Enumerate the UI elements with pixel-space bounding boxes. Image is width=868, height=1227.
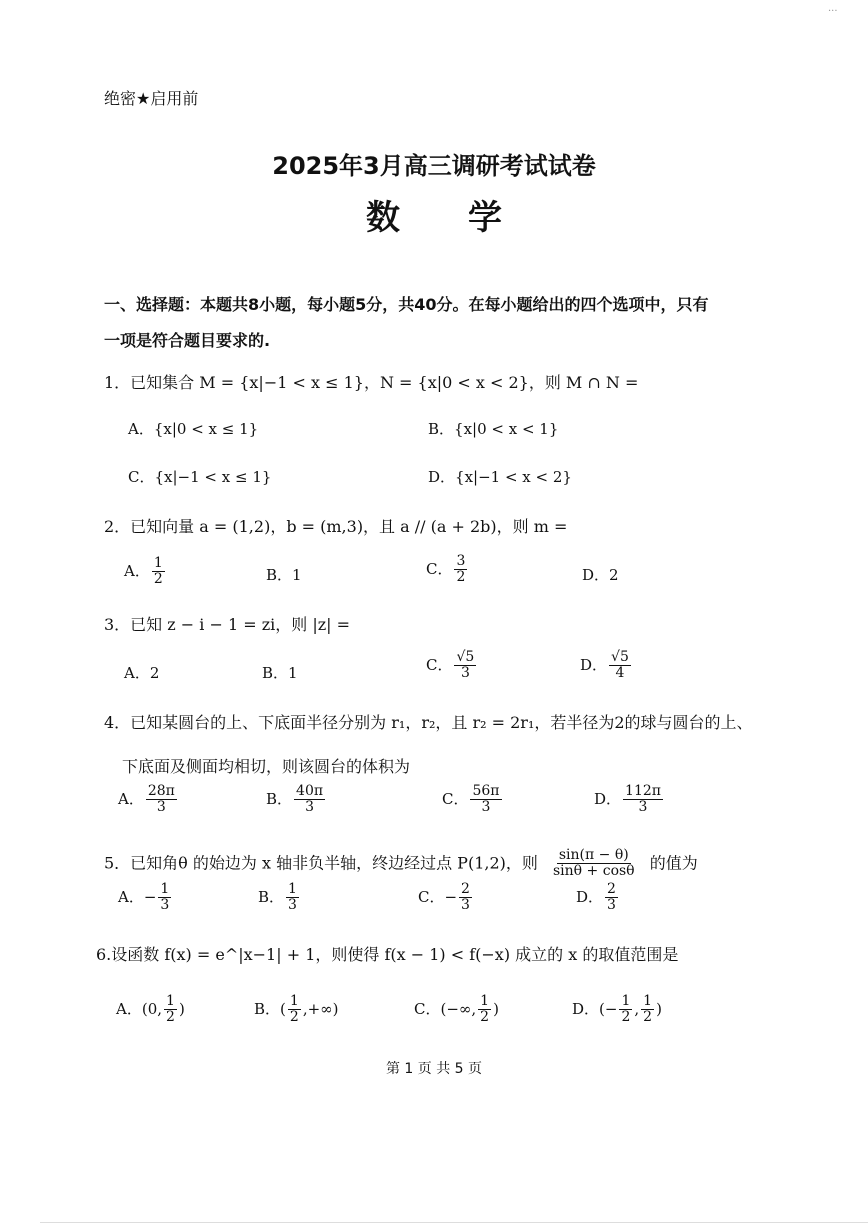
q2-option-d: D．2: [582, 566, 619, 584]
q3-option-a: A．2: [124, 664, 160, 682]
q4-option-b: B． $\frac{40\pi}{3}$: [266, 783, 324, 816]
q2-option-a: A． $\frac{1}{2}$: [124, 555, 163, 588]
question-5-stem: 5．已知角θ 的始边为 x 轴非负半轴，终边经过点 P(1,2)，则 $\frac{\sin(\pi - \theta)}{\sin\theta + \cos\theta}$ 的值为: [104, 847, 698, 880]
exam-title: 2025年3月高三调研考试试卷: [272, 152, 596, 180]
q1-option-b: B．{x|0 < x < 1}: [428, 420, 559, 438]
q3-option-c: C． $\frac{√5}{3}$: [426, 649, 475, 682]
page-footer: 第 1 页 共 5 页: [385, 1061, 483, 1077]
q1-option-c: C．{x|−1 < x ≤ 1}: [128, 468, 272, 486]
question-6-stem: 6.设函数 f(x) = e^|x−1| + 1，则使得 f(x − 1) < f(−x) 成立的 x 的取值范围是: [96, 945, 679, 964]
question-2-stem: 2．已知向量 a = (1,2)，b = (m,3)，且 a // (a + 2b)，则 m =: [104, 517, 568, 536]
q6-option-d: D．(− $\frac{1}{2}$ , $\frac{1}{2}$ ): [572, 993, 662, 1026]
q5-option-a: A．− $\frac{1}{3}$: [118, 881, 170, 914]
q3-option-b: B．1: [262, 664, 298, 682]
section-heading-line1: 一、选择题：本题共8小题，每小题5分，共40分。在每小题给出的四个选项中，只有: [104, 295, 709, 314]
q4-option-c: C． $\frac{56\pi}{3}$: [442, 783, 500, 816]
q2-option-c: C． $\frac{3}{2}$: [426, 553, 466, 586]
q4-option-d: D． $\frac{112\pi}{3}$: [594, 783, 661, 816]
subject-title: 数 学: [366, 198, 502, 238]
question-1-stem: 1．已知集合 M = {x|−1 < x ≤ 1}，N = {x|0 < x < 2}，则 M ∩ N =: [104, 373, 639, 392]
q5-option-b: B． $\frac{1}{3}$: [258, 881, 297, 914]
corner-mark: ···: [828, 6, 838, 17]
confidential-label: 绝密★启用前: [104, 89, 199, 108]
q5-option-d: D． $\frac{2}{3}$: [576, 881, 616, 914]
q1-option-a: A．{x|0 < x ≤ 1}: [128, 420, 259, 438]
q5-option-c: C．− $\frac{2}{3}$: [418, 881, 470, 914]
section-heading-line2: 一项是符合题目要求的.: [104, 331, 271, 350]
q1-option-d: D．{x|−1 < x < 2}: [428, 468, 572, 486]
question-3-stem: 3．已知 z − i − 1 = zi，则 |z| =: [104, 615, 351, 634]
question-4-stem-line1: 4．已知某圆台的上、下底面半径分别为 r₁，r₂，且 r₂ = 2r₁，若半径为2的球与圆台的上、: [104, 713, 753, 732]
q6-option-b: B．( $\frac{1}{2}$ ,+∞): [254, 993, 339, 1026]
q6-option-c: C．(−∞, $\frac{1}{2}$ ): [414, 993, 499, 1026]
question-4-stem-line2: 下底面及侧面均相切，则该圆台的体积为: [122, 757, 411, 776]
q3-option-d: D． $\frac{√5}{4}$: [580, 649, 629, 682]
q6-option-a: A．(0, $\frac{1}{2}$ ): [116, 993, 185, 1026]
q4-option-a: A． $\frac{28\pi}{3}$: [118, 783, 175, 816]
q2-option-b: B．1: [266, 566, 302, 584]
page-bottom-edge: [40, 1222, 868, 1223]
